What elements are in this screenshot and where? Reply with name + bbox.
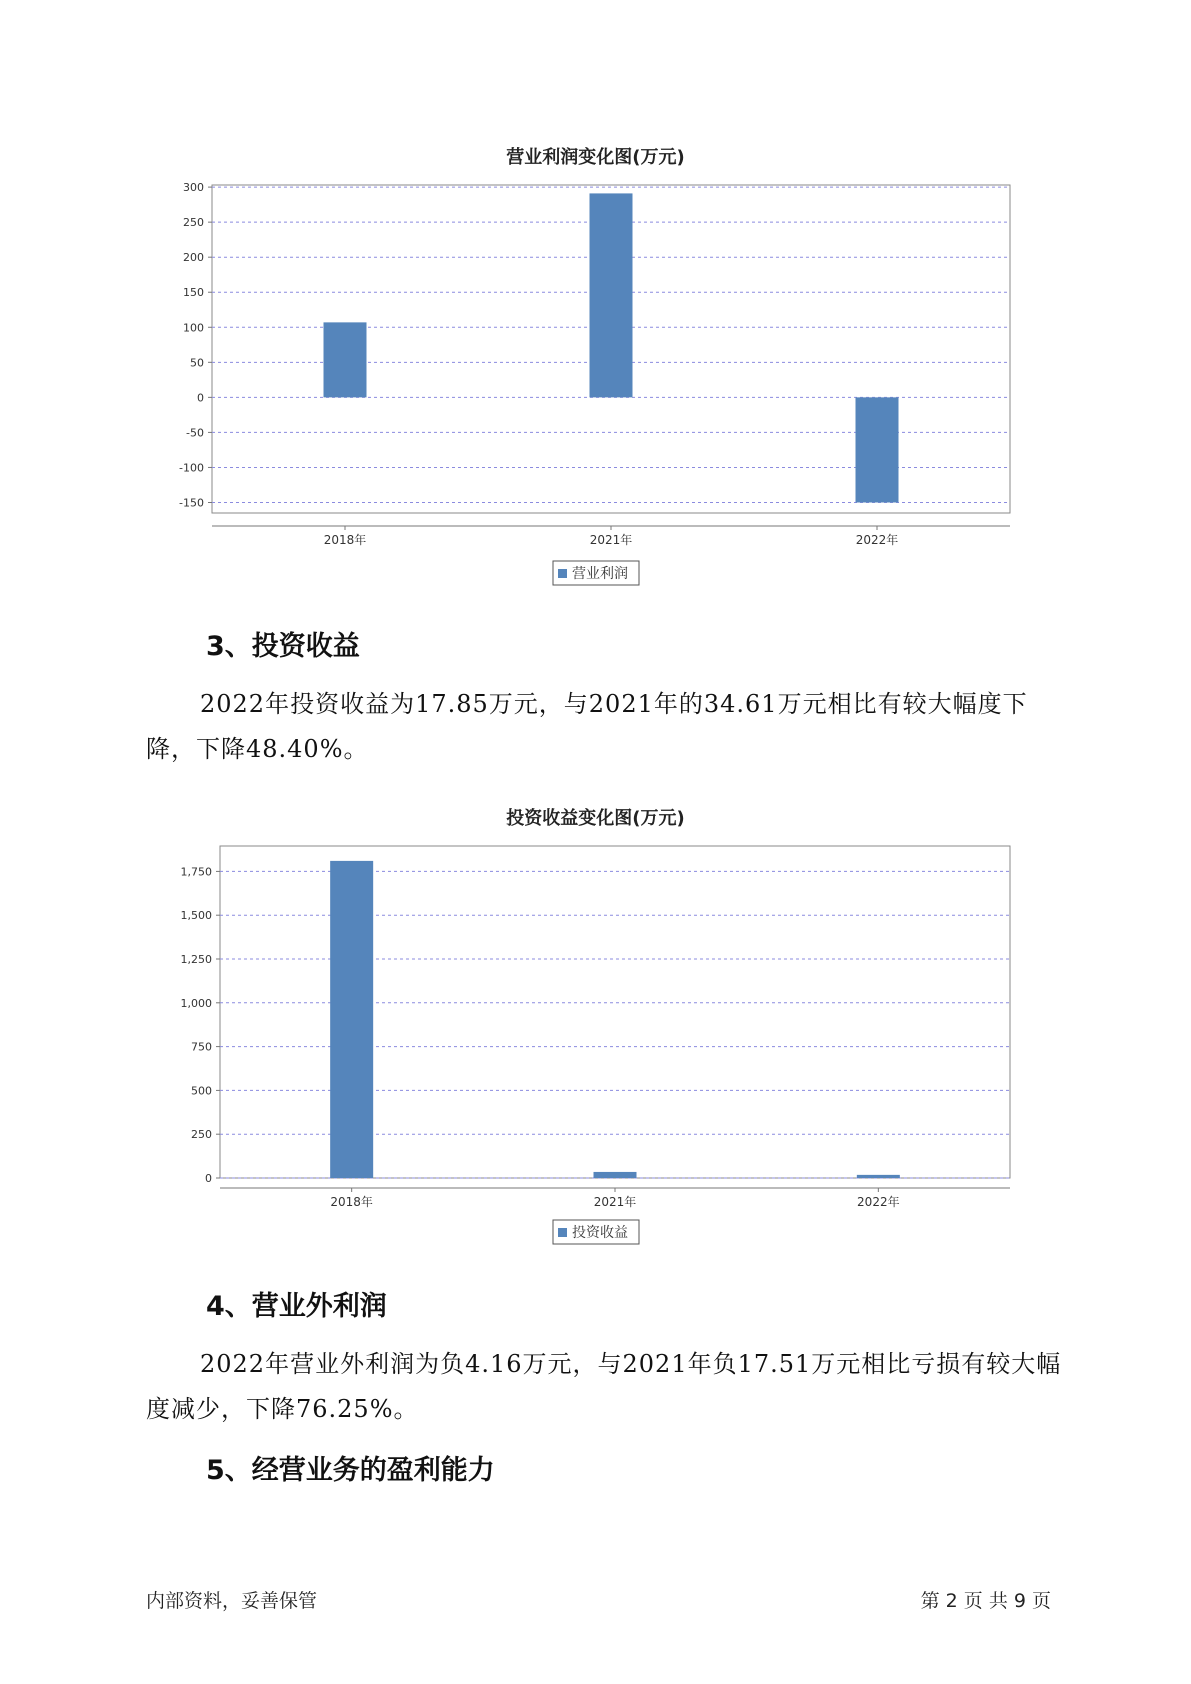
legend-swatch [558,1228,567,1237]
legend-label: 营业利润 [572,566,628,582]
y-tick-label: -150 [179,496,204,510]
y-tick-label: 300 [183,181,204,195]
x-tick-label: 2021年 [589,533,633,547]
bar-3 [856,397,899,502]
y-tick-label: 50 [190,356,204,370]
y-tick-label: 250 [191,1128,212,1142]
y-tick-label: 250 [183,216,204,230]
legend-label: 投资收益 [572,1225,628,1241]
y-tick-label: -50 [186,426,204,440]
bar-1 [330,861,373,1178]
bar-2 [594,1172,637,1178]
section-4-heading: 4、营业外利润 [206,1291,387,1322]
investment-income-chart [0,830,1191,1250]
operating-profit-chart [0,170,1191,610]
bar-1 [324,322,367,397]
x-tick-label: 2022年 [857,1195,900,1209]
y-tick-label: 750 [191,1040,212,1054]
y-tick-label: 500 [191,1084,212,1098]
x-tick-label: 2021年 [593,1195,637,1209]
legend-swatch [558,569,567,578]
y-tick-label: 1,250 [180,953,212,967]
x-tick-label: 2018年 [330,1195,373,1209]
section-3-heading: 3、投资收益 [206,631,360,662]
y-tick-label: 0 [205,1172,212,1185]
y-tick-label: 1,500 [180,909,212,923]
section-4-paragraph: 2022年营业外利润为负4.16万元，与2021年负17.51万元相比亏损有较大幅度减少，下降76.25%。 [146,1350,1062,1423]
chart2-title: 投资收益变化图(万元) [506,808,685,829]
footer-confidential-note: 内部资料，妥善保管 [146,1590,318,1612]
y-tick-label: 0 [197,391,204,405]
bar-3 [857,1175,900,1178]
x-tick-label: 2022年 [855,533,899,547]
y-tick-label: 1,000 [180,996,212,1010]
footer-page-number: 第 2 页 共 9 页 [920,1590,1051,1612]
bar-2 [590,193,633,397]
chart1-title: 营业利润变化图(万元) [506,147,685,168]
y-tick-label: 200 [183,251,204,265]
y-tick-label: 1,750 [180,865,212,879]
x-tick-label: 2018年 [323,533,367,547]
y-tick-label: 150 [183,286,204,300]
section-5-heading: 5、经营业务的盈利能力 [206,1455,495,1486]
y-tick-label: -100 [179,461,204,475]
y-tick-label: 100 [183,321,204,335]
section-3-paragraph: 2022年投资收益为17.85万元，与2021年的34.61万元相比有较大幅度下降，下降48.40%。 [146,690,1028,763]
